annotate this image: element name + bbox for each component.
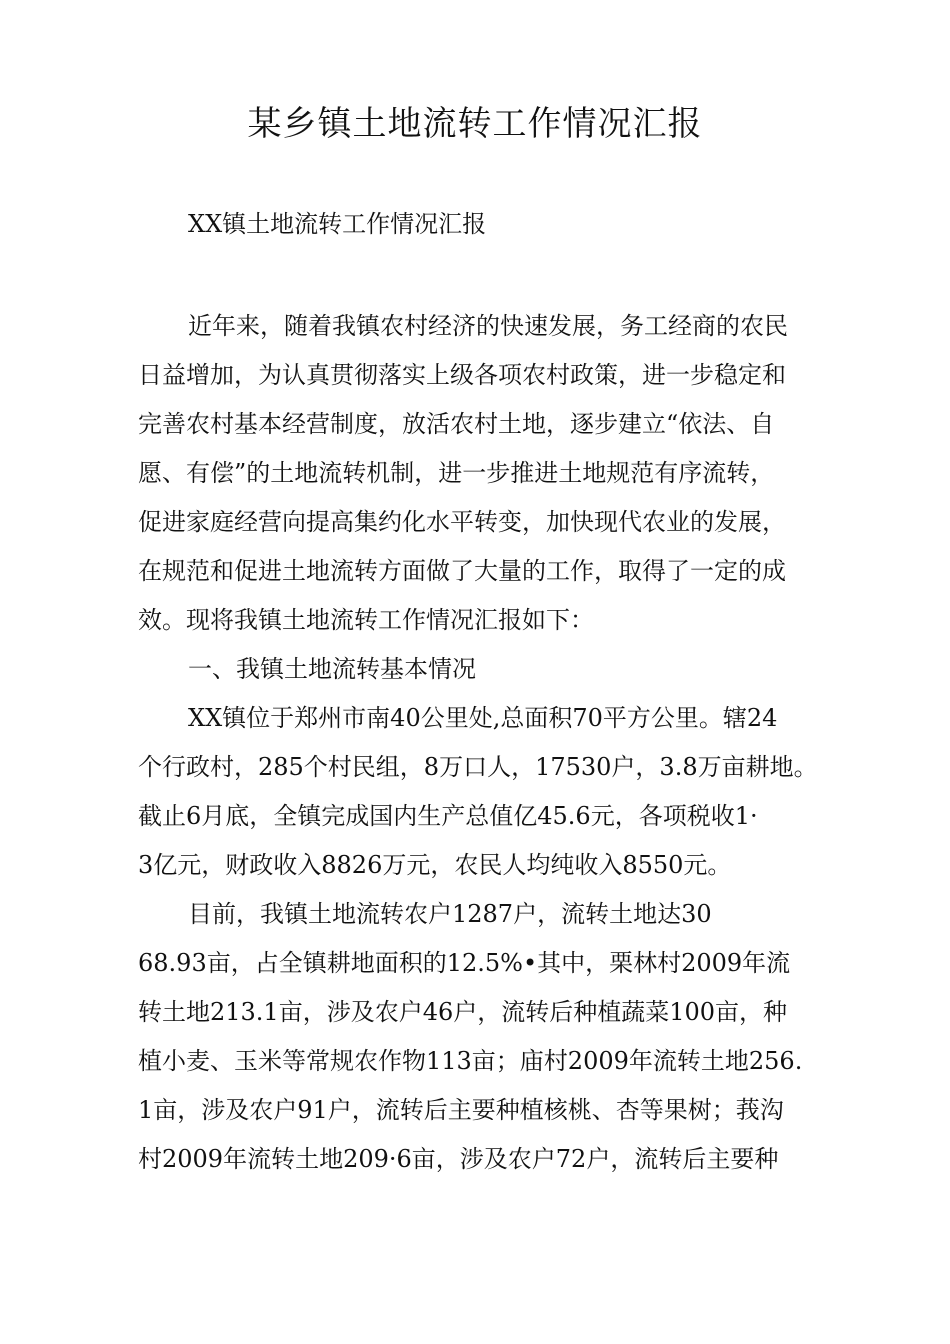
paragraph-line: 截止6月底，全镇完成国内生产总值亿45.6元，各项税收1· bbox=[138, 802, 758, 830]
paragraph-line: 3亿元，财政收入8826万元，农民人均纯收入8550元。 bbox=[138, 851, 732, 879]
paragraph-line: 1亩，涉及农户91户，流转后主要种植核桃、杏等果树；莪沟 bbox=[138, 1096, 784, 1124]
paragraph-line: 转土地213.1亩，涉及农户46户，流转后种植蔬菜100亩，种 bbox=[138, 998, 788, 1026]
document-title: 某乡镇土地流转工作情况汇报 bbox=[247, 104, 703, 144]
paragraph-line: 植小麦、玉米等常规农作物113亩；庙村2009年流转土地256. bbox=[138, 1047, 803, 1075]
paragraph-line: 村2009年流转土地209·6亩，涉及农户72户，流转后主要种 bbox=[138, 1145, 779, 1173]
document-subtitle: XX镇土地流转工作情况汇报 bbox=[188, 210, 487, 238]
paragraph-line: XX镇位于郑州市南40公里处,总面积70平方公里。辖24 bbox=[188, 704, 778, 732]
paragraph-line: 68.93亩，占全镇耕地面积的12.5%•其中，栗林村2009年流 bbox=[138, 949, 791, 977]
paragraph-line: 个行政村，285个村民组，8万口人，17530户，3.8万亩耕地。 bbox=[138, 753, 818, 781]
paragraph-line: 促进家庭经营向提高集约化水平转变，加快现代农业的发展， bbox=[138, 508, 786, 536]
paragraph-line: 日益增加，为认真贯彻落实上级各项农村政策，进一步稳定和 bbox=[138, 361, 786, 389]
document-body bbox=[138, 308, 838, 1190]
paragraph-line: 一、我镇土地流转基本情况 bbox=[188, 655, 476, 683]
paragraph-line: 近年来，随着我镇农村经济的快速发展，务工经商的农民 bbox=[188, 312, 788, 340]
paragraph-line: 目前，我镇土地流转农户1287户，流转土地达30 bbox=[188, 900, 712, 928]
paragraph-line: 完善农村基本经营制度，放活农村土地，逐步建立“依法、自 bbox=[138, 410, 775, 438]
paragraph-line: 在规范和促进土地流转方面做了大量的工作，取得了一定的成 bbox=[138, 557, 786, 585]
paragraph-line: 愿、有偿”的土地流转机制，进一步推进土地规范有序流转， bbox=[138, 459, 775, 487]
paragraph-line: 效。现将我镇土地流转工作情况汇报如下： bbox=[138, 606, 594, 634]
